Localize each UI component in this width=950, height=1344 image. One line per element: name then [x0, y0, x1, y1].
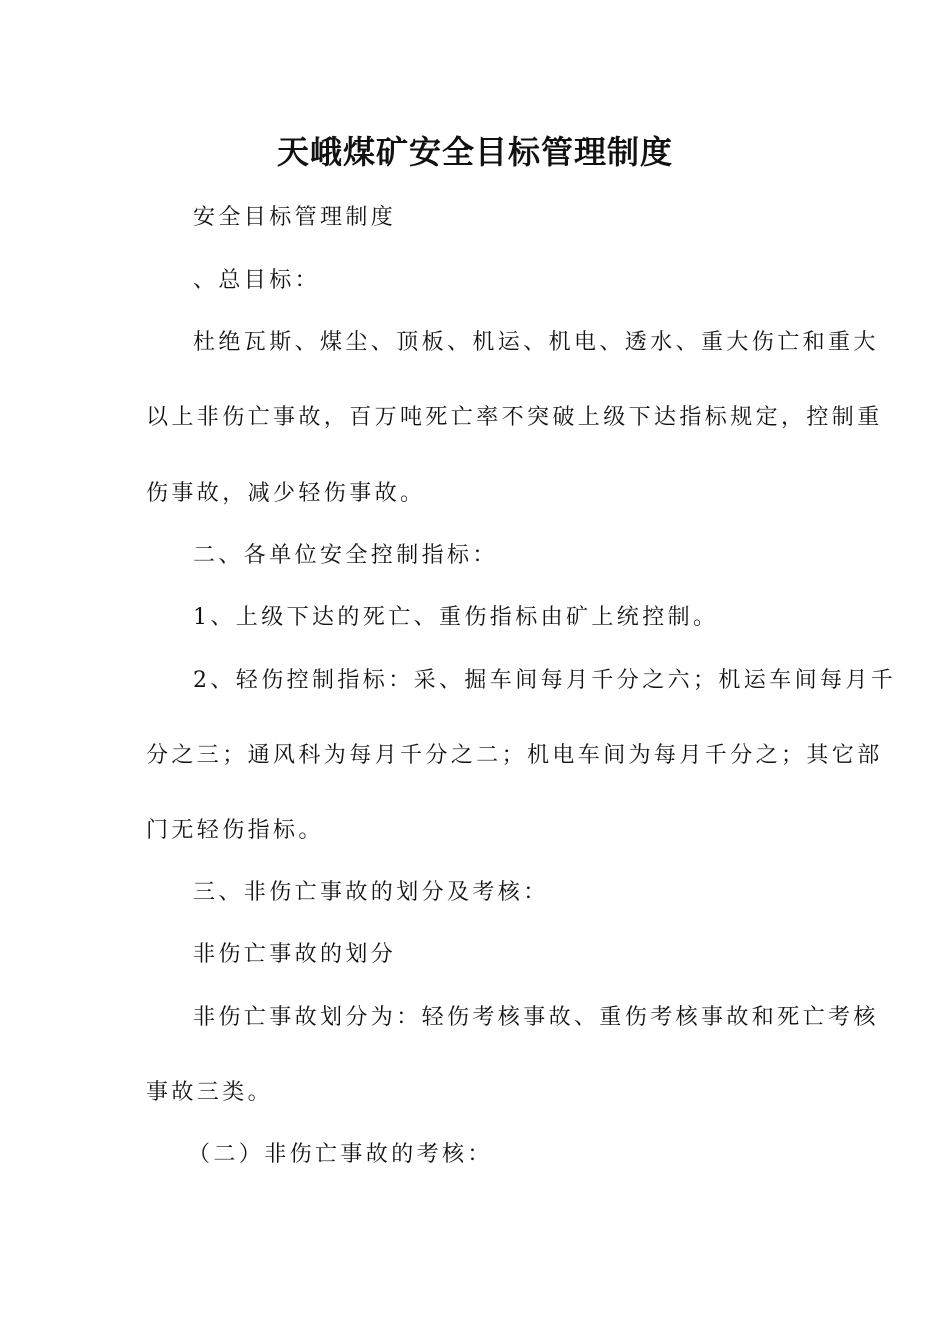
- paragraph-line: 以上非伤亡事故，百万吨死亡率不突破上级下达指标规定，控制重: [146, 405, 883, 430]
- paragraph-line: 分之三；通风科为每月千分之二；机电车间为每月千分之；其它部: [146, 743, 883, 768]
- paragraph-line: 非伤亡事故划分为：轻伤考核事故、重伤考核事故和死亡考核: [193, 1005, 879, 1030]
- paragraph-line: 三、非伤亡事故的划分及考核：: [193, 880, 549, 905]
- paragraph-line: 二、各单位安全控制指标：: [193, 543, 498, 568]
- paragraph-line: 非伤亡事故的划分: [193, 942, 397, 967]
- paragraph-line: 门无轻伤指标。: [146, 818, 324, 843]
- paragraph-line: 1、上级下达的死亡、重伤指标由矿上统控制。: [193, 605, 719, 630]
- paragraph-line: 2、轻伤控制指标：采、掘车间每月千分之六；机运车间每月千: [193, 668, 897, 693]
- paragraph-line: 杜绝瓦斯、煤尘、顶板、机运、机电、透水、重大伤亡和重大: [193, 330, 879, 355]
- paragraph-line: 事故三类。: [146, 1080, 274, 1105]
- paragraph-line: 安全目标管理制度: [193, 205, 397, 230]
- document-title: 天峨煤矿安全目标管理制度: [276, 133, 673, 171]
- paragraph-line: 伤事故，减少轻伤事故。: [146, 481, 426, 506]
- paragraph-line: （二）非伤亡事故的考核：: [188, 1142, 493, 1167]
- paragraph-line: 、总目标：: [193, 268, 321, 293]
